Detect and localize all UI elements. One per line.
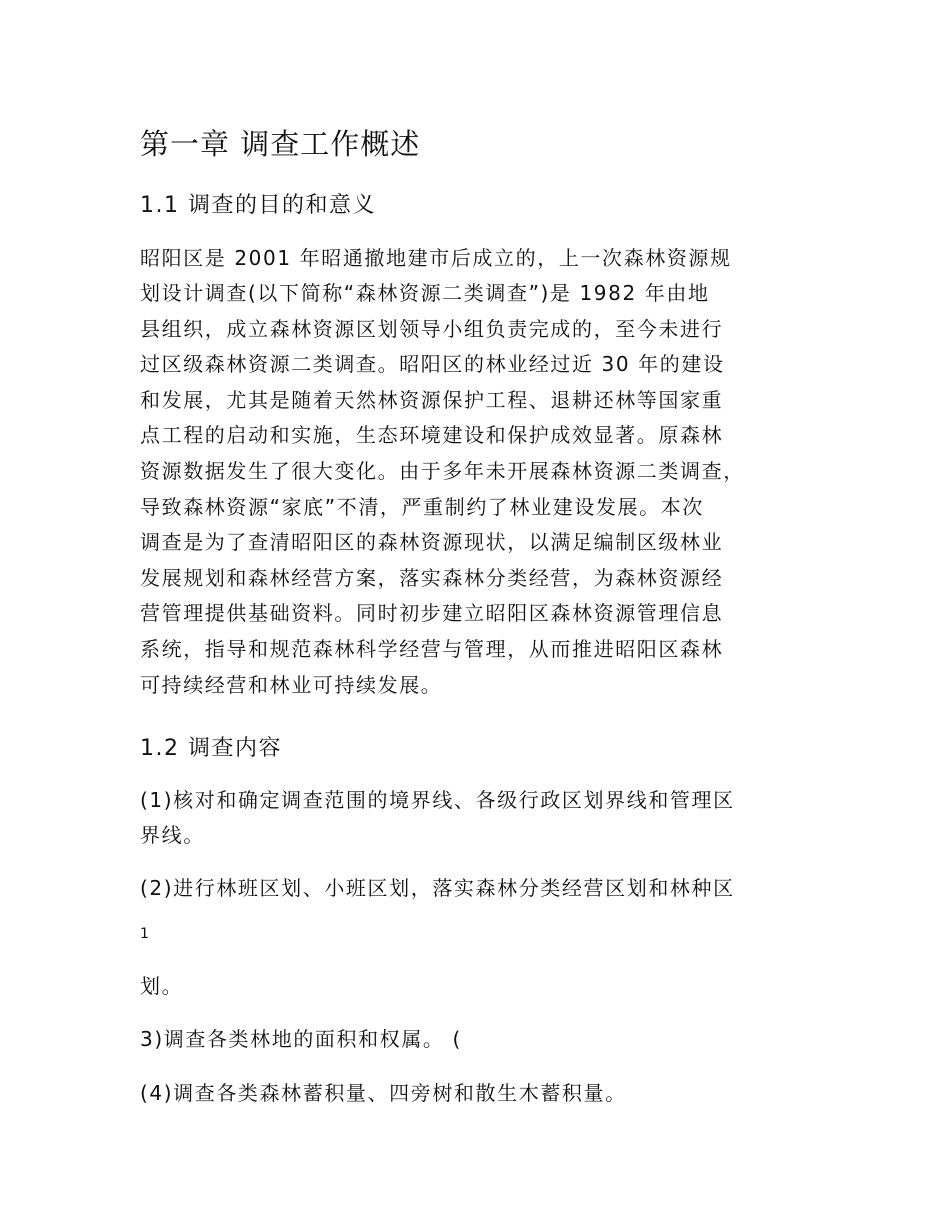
section-heading-1-2: 1.2 调查内容 bbox=[140, 736, 282, 761]
paragraph-line: 过区级森林资源二类调查。昭阳区的林业经过近 30 年的建设 bbox=[140, 352, 725, 376]
paragraph-line: 县组织，成立森林资源区划领导小组负责完成的，至今未进行 bbox=[140, 317, 724, 341]
chapter-title: 第一章 调查工作概述 bbox=[140, 127, 421, 161]
paragraph-line: 资源数据发生了很大变化。由于多年未开展森林资源二类调查， bbox=[140, 459, 745, 483]
paragraph-line: 发展规划和森林经营方案，落实森林分类经营，为森林资源经 bbox=[140, 566, 724, 590]
paragraph-line: 划设计调查(以下简称“森林资源二类调查”)是 1982 年由地 bbox=[140, 281, 710, 305]
paragraph-line: 导致森林资源“家底”不清，严重制约了林业建设发展。本次 bbox=[140, 495, 704, 519]
paragraph-line: 点工程的启动和实施，生态环境建设和保护成效显著。原森林 bbox=[140, 423, 724, 447]
paragraph-line: 调查是为了查清昭阳区的森林资源现状，以满足编制区级林业 bbox=[140, 530, 724, 554]
list-item-line: (1)核对和确定调查范围的境界线、各级行政区划界线和管理区 bbox=[140, 788, 735, 812]
page-number: 1 bbox=[140, 926, 149, 942]
section-heading-1-1: 1.1 调查的目的和意义 bbox=[140, 193, 376, 218]
paragraph-line: 和发展，尤其是随着天然林资源保护工程、退耕还林等国家重 bbox=[140, 388, 724, 412]
list-item-line: 划。 bbox=[140, 974, 184, 998]
paragraph-line: 营管理提供基础资料。同时初步建立昭阳区森林资源管理信息 bbox=[140, 601, 724, 625]
paragraph-line: 可持续经营和林业可持续发展。 bbox=[140, 673, 443, 697]
list-item-line: (2)进行林班区划、小班区划，落实森林分类经营区划和林种区 bbox=[140, 876, 735, 900]
paragraph-line: 系统，指导和规范森林科学经营与管理，从而推进昭阳区森林 bbox=[140, 637, 724, 661]
list-item-line: (4)调查各类森林蓄积量、四旁树和散生木蓄积量。 bbox=[140, 1081, 627, 1105]
list-item-line: 3)调查各类林地的面积和权属。 ( bbox=[140, 1027, 462, 1051]
paragraph-line: 昭阳区是 2001 年昭通撤地建市后成立的，上一次森林资源规 bbox=[140, 246, 732, 270]
list-item-line: 界线。 bbox=[140, 823, 205, 847]
